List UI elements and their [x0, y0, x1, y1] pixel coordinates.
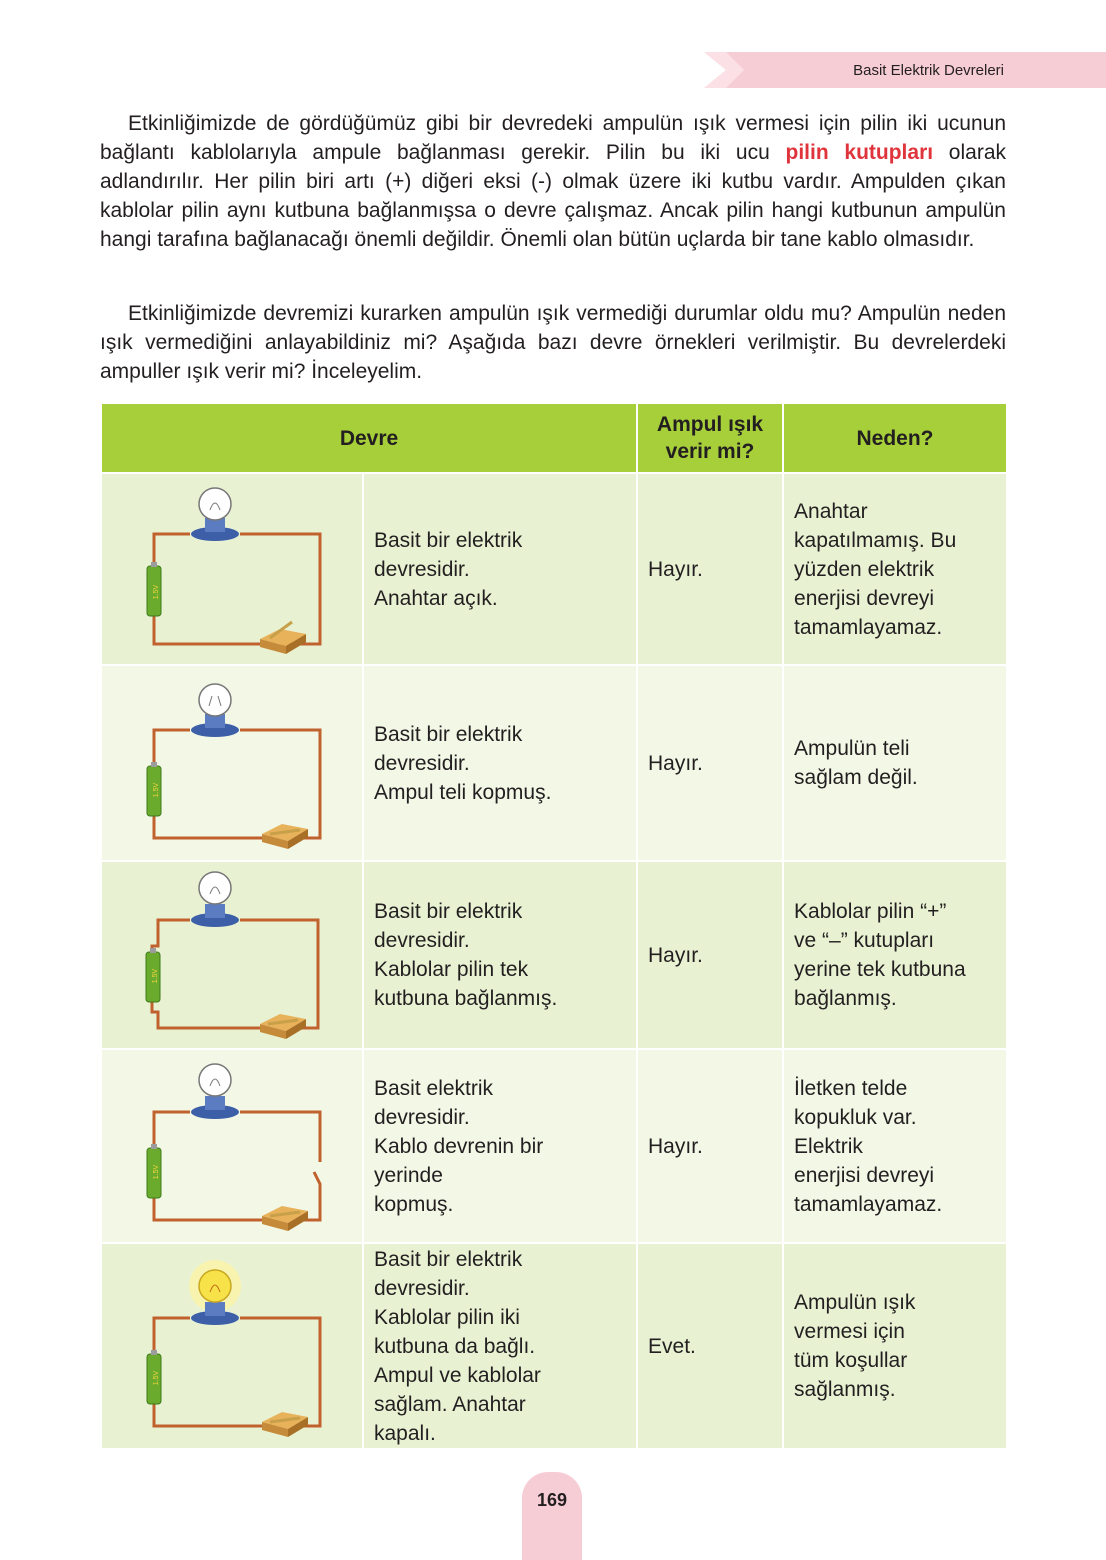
- reason-line: ve “–” kutupları: [794, 929, 935, 952]
- circuit-reason: [783, 473, 1007, 665]
- page-number: 169: [536, 1490, 568, 1510]
- header-reason: Neden?: [783, 403, 1007, 473]
- circuit-image-cell: [101, 1243, 363, 1449]
- intro-text-before: Etkinliğimizde de gördüğümüz gibi bir devredeki ampulün ışık vermesi için pilin iki ucunun bağlantı kablolarıyla ampule bağlanması gerekir. Pilin bu iki ucu: [100, 112, 1006, 164]
- desc-line: devresidir.: [374, 1105, 470, 1129]
- circuit-reason: [783, 1243, 1007, 1449]
- reason-line: sağlanmış.: [794, 1378, 896, 1401]
- circuit-reason: [783, 665, 1007, 861]
- circuit-image-cell: [101, 1049, 363, 1243]
- intro-paragraph: [100, 109, 1006, 254]
- desc-line: yerinde: [374, 1163, 443, 1187]
- reason-line: enerjisi devreyi: [794, 586, 935, 610]
- circuit-working-illustration: [102, 1244, 364, 1448]
- desc-line: Kablolar pilin tek: [374, 958, 529, 981]
- reason-line: bağlanmış.: [794, 987, 897, 1010]
- svg-text:1.5V: 1.5V: [153, 1164, 160, 1180]
- reason-line: sağlam değil.: [794, 766, 918, 789]
- reason-line: Ampulün ışık: [794, 1291, 916, 1314]
- table-row: [101, 473, 1007, 665]
- question-text: Etkinliğimizde devremizi kurarken ampulün ışık vermediği durumlar oldu mu? Ampulün neden ışık vermediğini anlayabildiniz mi? Aşağıda bazı devre örnekleri verilmiştir. Bu devrelerdeki ampuller ışık verir mi? İnceleyelim.: [100, 302, 1006, 383]
- question-paragraph: [100, 299, 1006, 386]
- circuit-broken-wire-illustration: [102, 1050, 364, 1242]
- circuit-broken-filament-illustration: [102, 666, 364, 860]
- reason-line: tamamlayamaz.: [794, 1192, 943, 1216]
- reason-line: vermesi için: [794, 1320, 905, 1343]
- reason-line: yüzden elektrik: [794, 557, 935, 581]
- desc-line: devresidir.: [374, 751, 470, 775]
- desc-line: Basit bir elektrik: [374, 528, 523, 552]
- svg-text:1.5V: 1.5V: [152, 968, 159, 984]
- desc-line: kutbuna da bağlı.: [374, 1334, 536, 1358]
- desc-line: kapalı.: [374, 1421, 436, 1445]
- reason-line: yerine tek kutbuna: [794, 958, 966, 981]
- page-number-tab: [522, 1472, 582, 1560]
- desc-line: Kablolar pilin iki: [374, 1305, 520, 1329]
- reason-line: kopukluk var.: [794, 1105, 917, 1129]
- table-row: [101, 665, 1007, 861]
- circuit-description: [363, 473, 637, 665]
- circuit-answer: Evet.: [637, 1243, 783, 1449]
- desc-line: devresidir.: [374, 929, 470, 952]
- desc-line: Basit elektrik: [374, 1076, 494, 1100]
- desc-line: Basit bir elektrik: [374, 1247, 523, 1271]
- circuit-reason: [783, 861, 1007, 1049]
- circuit-image-cell: [101, 473, 363, 665]
- svg-text:1.5V: 1.5V: [153, 1370, 160, 1386]
- highlight-term: pilin kutupları: [785, 141, 934, 164]
- desc-line: kutbuna bağlanmış.: [374, 987, 558, 1010]
- desc-line: Anahtar açık.: [374, 586, 498, 610]
- header-answer-line1: Ampul ışık: [656, 413, 764, 436]
- reason-line: Ampulün teli: [794, 737, 910, 760]
- chapter-title: Basit Elektrik Devreleri: [853, 62, 1004, 79]
- desc-line: devresidir.: [374, 557, 470, 581]
- reason-line: Elektrik: [794, 1134, 863, 1158]
- circuit-answer: Hayır.: [637, 473, 783, 665]
- reason-line: İletken telde: [794, 1076, 908, 1100]
- desc-line: Basit bir elektrik: [374, 722, 523, 746]
- svg-text:1.5V: 1.5V: [153, 782, 160, 798]
- circuit-image-cell: [101, 861, 363, 1049]
- svg-text:1.5V: 1.5V: [153, 584, 160, 600]
- circuit-answer: Hayır.: [637, 665, 783, 861]
- circuit-single-pole-illustration: [102, 862, 364, 1048]
- table-row: [101, 861, 1007, 1049]
- desc-line: sağlam. Anahtar: [374, 1392, 526, 1416]
- circuit-image-cell: [101, 665, 363, 861]
- table-row: [101, 1243, 1007, 1449]
- desc-line: kopmuş.: [374, 1192, 454, 1216]
- circuit-answer: Hayır.: [637, 1049, 783, 1243]
- reason-line: kapatılmamış. Bu: [794, 528, 957, 552]
- circuit-answer: Hayır.: [637, 861, 783, 1049]
- intro-text-after: olarak adlandırılır. Her pilin biri artı (+) diğeri eksi (-) olmak üzere iki kutbu vardır. Ampulden çıkan kablolar pilin aynı kutbuna bağlanmışsa o devre çalışmaz. Ancak pilin hangi kutbunun ampulün hangi tarafına bağlanacağı önemli değildir. Önemli olan bütün uçlarda bir tane kablo olmasıdır.: [100, 141, 1006, 251]
- desc-line: devresidir.: [374, 1276, 470, 1300]
- circuit-description: [363, 1049, 637, 1243]
- desc-line: Basit bir elektrik: [374, 900, 523, 923]
- reason-line: enerjisi devreyi: [794, 1163, 935, 1187]
- table-row: [101, 1049, 1007, 1243]
- header-devre: Devre: [101, 403, 637, 473]
- circuit-description: [363, 1243, 637, 1449]
- reason-line: Anahtar: [794, 499, 868, 523]
- header-answer: [637, 403, 783, 473]
- desc-line: Kablo devrenin bir: [374, 1134, 544, 1158]
- reason-line: tüm koşullar: [794, 1349, 908, 1372]
- desc-line: Ampul teli kopmuş.: [374, 780, 552, 804]
- desc-line: Ampul ve kablolar: [374, 1363, 541, 1387]
- circuit-reason: [783, 1049, 1007, 1243]
- circuit-table: [100, 402, 1008, 1450]
- reason-line: Kablolar pilin “+”: [794, 900, 947, 923]
- circuit-description: [363, 665, 637, 861]
- reason-line: tamamlayamaz.: [794, 615, 943, 639]
- table-header-row: [101, 403, 1007, 473]
- circuit-open-switch-illustration: [102, 474, 364, 664]
- circuit-description: [363, 861, 637, 1049]
- header-answer-line2: verir mi?: [665, 440, 755, 463]
